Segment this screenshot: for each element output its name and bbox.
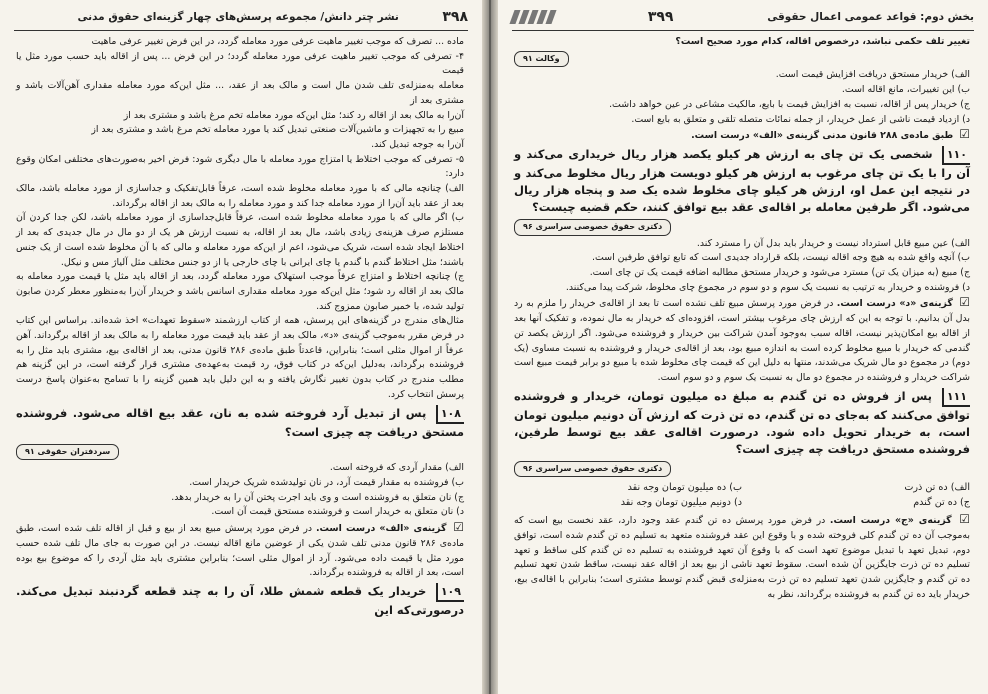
right-page-body [498, 35, 988, 603]
option: ج) مبیع (به میزان یک تن) مسترد می‌شود و خریدار مستحق مطالبه اضافه قیمت یک تن چای است. [589, 267, 970, 279]
right-page-header [512, 4, 974, 31]
left-paragraph: ۵- تصرفی که موجب اختلاط یا امتزاج مورد معامله با مال دیگری شود: فرض اخیر به‌صورت‌های مختلفی امکان وقوع دارد: [16, 153, 464, 180]
answer-109 [514, 127, 970, 144]
answer-head: گزینه‌ی «الف» درست است. [315, 523, 447, 535]
option: ج) ده تن گندم [913, 497, 970, 509]
option: د) نان متعلق به خریدار است و فروشنده مستحق قیمت آن است. [211, 506, 464, 518]
source-tag: وکالت ۹۱ [514, 51, 569, 68]
checkmark-icon: ☑ [959, 127, 970, 142]
option: ب) ده میلیون تومان وجه نقد [627, 482, 742, 494]
answer-text: در فرض مورد پرسش ده تن گندم عقد وجود دارد، عقد نخست بیع است که به‌موجب آن ده تن گندم کلی فروخته شده و با وقوع این عقد فروشنده متعهد به تسلیم ده تن گندم شده است، توافق دوم، تبدیل تعهد با تبدیل موضوع تعهد است که با وقوع آن تعهد فروشنده به تسلیم ده تن گندم کلی ساقط و تعهد تسلیم ده تن ذرت جایگزین آن شده است. سقوط تعهد ناشی از بیع بعد از اقاله عقد نیست، ساقط شدن تعهد تسلیم ده تن گندم و جایگزین شدن تعهد تسلیم ده تن ذرت به‌منزله‌ی قبض گندم توسط مشتری است؛ بنابراین با اقاله‌ی بیع، خریدار باید ده تن گندم به فروشنده برگرداند، نظر به [514, 515, 970, 600]
left-paragraph: ۴- تصرفی که موجب تغییر ماهیت عرفی مورد معامله گردد؛ در این فرض ... پس از اقاله باید حسب مورد مثل یا قیمت [16, 50, 464, 77]
right-running-title: بخش دوم: قواعد عمومی اعمال حقوقی [767, 11, 974, 23]
option: ج) خریدار پس از اقاله، نسبت به افزایش قیمت با بایع، مالکیت مشاعی در عین خواهد داشت. [609, 98, 970, 110]
option: ب) فروشنده به مقدار قیمت آرد، در نان تولیدشده شریک خریدار است. [189, 476, 464, 488]
option: ب) این تغییرات، مانع اقاله است. [841, 84, 970, 96]
answer-110 [514, 295, 970, 385]
question-109 [16, 583, 464, 619]
checkmark-icon: ☑ [453, 520, 464, 535]
source-tag: دکتری حقوق خصوصی سراسری ۹۶ [514, 219, 671, 236]
left-page-header [14, 4, 468, 31]
left-paragraph: مثال‌های مندرج در گزینه‌های این پرسش، همه از کتاب ارزشمند «سقوط تعهدات» اخذ شده‌اند. براساس این کتاب در فرض مقرر به‌موجب گزینه‌ی «د»، مالک بعد از عقد باید قیمت مورد معامله را به مالک بعد از اقاله برگرداند. آهن عرفاً از اموال مثلی است؛ بنابراین، قاعدتاً طبق ماده‌ی ۲۸۶ قانون مدنی، بعد از اقاله‌ی بیع، مشتری باید مثل را به فروشنده برگرداند، به‌دلیل این‌که در کتاب فوق، رد قیمت به‌عهده‌ی مشتری قرار گرفته است، در این گزینه هم مطلب مندرج در کتاب بدون تغییر نگارش یافته و به این دلیل باید همین گزینه را با تسامح به‌عنوان پاسخ درست پرسش انتخاب کرد. [16, 315, 465, 400]
answer-head: طبق ماده‌ی ۲۸۸ قانون مدنی گزینه‌ی «الف» درست است. [691, 130, 954, 142]
source-tag: دکتری حقوق خصوصی سراسری ۹۶ [514, 461, 671, 478]
option: ب) آنچه واقع شده به هیچ وجه اقاله نیست، بلکه قرارداد جدیدی است که تابع توافق طرفین است. [592, 252, 970, 264]
right-page [498, 0, 988, 694]
answer-text: در فرض مورد پرسش مبیع تلف نشده است تا بعد از اقاله‌ی خریدار را ملزم به رد بدل آن بدانیم. با توجه به این که ارزش چای مرغوب بیشتر است، افزوده‌ای که خریدار به مال نموده، و تفکیک آنها بعد از اقاله بیع امکان‌پذیر نیست، اقاله سبب به‌وجود آمدن شراکت بین خریدار و فروشنده می‌شود. اگر ارزش یکصد تن گندمی که خریدار با مبیع مخلوط کرده است به اندازه مبیع بود، بعد از اقاله‌ی خریدار و فروشنده به نسبت مساوی (یک دوم) در مجموع دو مال شریک می‌شدند، منتها به دلیل این که قیمت چای مخلوط شده با مبیع دو برابر قیمت مبیع است شراکت خریدار و فروشنده در مجموع دو مال به نسبت یک سوم و دو سوم است. [514, 298, 970, 383]
decorative-stripes-icon [512, 10, 554, 24]
answer-head: گزینه‌ی «ج» درست است. [829, 515, 952, 527]
left-paragraph: مبیع را به تجهیزات و ماشین‌آلات صنعتی تبدیل کند یا مورد معامله تخم مرغ باشد و مشتری بعد از [91, 124, 464, 136]
checkmark-icon: ☑ [959, 295, 970, 310]
left-paragraph: ماده ... تصرف که موجب تغییر ماهیت عرفی مورد معامله گردد، در این فرض تغییر عرفی ماهیت [91, 36, 464, 47]
option: د) فروشنده و خریدار به ترتیب به نسبت یک سوم و دو سوم در مجموع چای مخلوط، شرکت پیدا می‌کنند. [565, 281, 970, 293]
question-number: ۱۰۸ [436, 405, 464, 424]
question-number: ۱۱۰ [942, 146, 970, 165]
question-number: ۱۰۹ [436, 583, 464, 602]
option: د) دونیم میلیون تومان وجه نقد [620, 497, 742, 509]
option: الف) مقدار آردی که فروخته است. [329, 462, 464, 474]
answer-108 [16, 520, 464, 581]
option: الف) ده تن ذرت [904, 482, 970, 494]
answer-text: در فرض مورد پرسش مبیع بعد از بیع و قبل از اقاله تلف شده است، طبق ماده‌ی ۲۸۶ قانون مدنی تلف شدن یکی از عوضین مانع اقاله نیست. در این صورت به جای مال تلف شده حسب مورد مثل یا قیمت داده می‌شود. آرد از اموال مثلی است؛ بنابراین مشتری باید مثل آردی را که موضوع بیع بوده است، بعد از اقاله به فروشنده برگرداند. [16, 523, 464, 579]
question-number: ۱۱۱ [942, 388, 970, 407]
answer-111 [514, 512, 970, 602]
question-110 [514, 146, 970, 216]
question-text: شخصی یک تن چای به ارزش هر کیلو یکصد هزار ریال خریداری می‌کند و آن را با یک تن چای مرغوب به ارزش هر کیلو دویست هزار ریال مخلوط می‌کند و در نتیجه این عمل او، ارزش هر کیلو چای مخلوط شده یک صد و پنجاه هزار ریال می‌شود. اگر طرفین معامله بر اقاله‌ی عقد بیع توافق کنند، حکم قضیه چیست؟ [514, 146, 970, 214]
option: الف) خریدار مستحق دریافت افزایش قیمت است. [775, 69, 970, 81]
left-page [0, 0, 482, 694]
question-continuation: تغییر تلف حکمی نباشد، درخصوص اقاله، کدام مورد صحیح است؟ [675, 36, 970, 47]
right-page-number: ۳۹۹ [647, 9, 674, 25]
option: د) ازدیاد قیمت ناشی از عمل خریدار، از جمله نمائات متصله تلقی و متعلق به بایع است. [631, 113, 970, 125]
left-running-title: نشر چتر دانش/ مجموعه پرسش‌های چهار گزینه‌ای حقوق مدنی [77, 11, 399, 23]
book-gutter [482, 0, 498, 694]
question-108 [16, 405, 464, 441]
left-paragraph: الف) چنانچه مالی که با مورد معامله مخلوط شده است، عرفاً قابل‌تفکیک و جداسازی از مورد معامله باشد، مالک بعد از عقد باید آن‌را از مورد معامله جدا کند و مورد معامله را به مالک بعد از اقاله برگرداند. [16, 183, 464, 209]
checkmark-icon: ☑ [959, 512, 971, 527]
left-page-number: ۳۹۸ [442, 9, 468, 25]
question-text: خریدار یک قطعه شمش طلا، آن را به چند قطعه گردنبند تبدیل می‌کند. درصورتی‌که این [16, 583, 464, 617]
left-paragraph: آن‌را به جوجه تبدیل کند. [371, 138, 464, 150]
option: ج) نان متعلق به فروشنده است و وی باید اجرت پختن آن را به خریدار بدهد. [171, 491, 464, 503]
options-grid [514, 480, 970, 510]
option: الف) عین مبیع قابل استرداد نیست و خریدار باید بدل آن را مسترد کند. [696, 237, 970, 249]
source-tag: سردفتران حقوقی ۹۱ [16, 444, 119, 461]
question-111 [514, 388, 970, 458]
left-page-body [0, 35, 482, 619]
left-paragraph: آن‌را به مالک بعد از اقاله رد کند؛ مثل این‌که مورد معامله تخم مرغ باشد و مشتری بعد از [123, 109, 464, 121]
left-paragraph: ب) اگر مالی که با مورد معامله مخلوط شده است، عرفاً قابل‌جداسازی از مورد معامله باشد، لکن جدا کردن آن مستلزم صرف هزینه‌ی زیادی باشد، مال بعد از اقاله، به نسبت ارزش هر یک از دو مال در مال جدیدی که بعد از اختلاط ایجاد شده است، شریک می‌شود، اعم از این‌که مورد معامله و مالی که با آن مخلوط شده است از یک جنس باشند؛ مثل اختلاط گندم با گندم یا چای ایرانی با چای خارجی یا از دو جنس مختلف مثل آلیاژ مس و نیکل. [16, 212, 464, 268]
question-text: پس از تبدیل آرد فروخته شده به نان، عقد بیع اقاله می‌شود. فروشنده مستحق دریافت چه چیزی است؟ [16, 405, 464, 439]
question-text: پس از فروش ده تن گندم به مبلغ ده میلیون تومان، خریدار و فروشنده توافق می‌کنند که به‌جای ده تن گندم، ده تن ذرت که ارزش آن دونیم میلیون تومان است، به خریدار تحویل داده شود. درصورت اقاله‌ی عقد بیع توسط طرفین، فروشنده مستحق دریافت چه چیزی است؟ [514, 388, 970, 456]
left-paragraph: ج) چنانچه اختلاط و امتزاج عرفاً موجب استهلاک مورد معامله گردد، بعد از اقاله باید مثل یا قیمت مورد معامله به مالک بعد از اقاله رد شود؛ مثل این‌که مورد معامله مقداری اسانس باشد و خریدار آن‌را به‌منظور معطر کردن صابون تولید شده، با خمیر صابون ممزوج کند. [16, 271, 464, 312]
answer-head: گزینه‌ی «د» درست است. [836, 298, 953, 310]
left-paragraph: معامله به‌منزله‌ی تلف شدن مال است و مالک بعد از عقد، ... مثل این‌که مورد معامله مقداری آهن‌آلات باشد و مشتری بعد از [16, 80, 464, 106]
